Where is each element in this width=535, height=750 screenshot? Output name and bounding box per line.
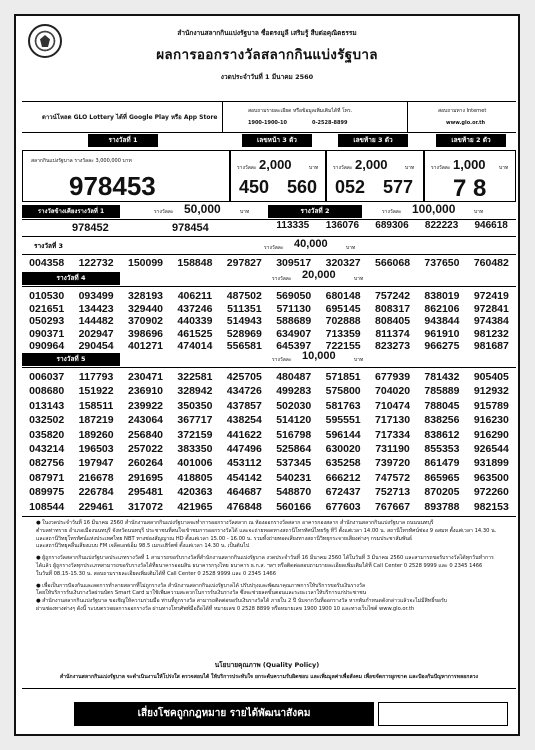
note-line: ● สำนักงานสลากกินแบ่งรัฐบาล ขอเชิญให้ความร่วมมือ ท่านที่ถูกรางวัล สามารถติดต่อขอรับเงินรางวัลได้ ภายใน 2 ปี นับจากวันที่ออกรางวัล หากพ้นกำหนดดังกล่าวแล้วจะไม่มีสิทธิ์ขอรับ: [36, 598, 448, 605]
prize-number: 760482: [473, 257, 509, 269]
phone-2: 0-2528-8899: [312, 120, 348, 126]
prize-number: 672437: [325, 486, 361, 499]
prize-number: 320327: [325, 257, 361, 269]
third-prize-unit: บาท: [346, 245, 356, 251]
prize-number: 677939: [375, 371, 411, 383]
prize-number: 905405: [473, 371, 509, 383]
prize-number: 013143: [29, 399, 65, 412]
prize-number: 961910: [424, 327, 460, 340]
prize-number: 575800: [325, 385, 361, 398]
prize-number: 916290: [473, 428, 509, 441]
prize-number: 566068: [375, 257, 411, 269]
fourth-prize-amount: 20,000: [302, 269, 336, 281]
prize-number: 464687: [226, 486, 262, 499]
front3-amount: 2,000: [259, 157, 292, 172]
number-row: [22, 414, 516, 426]
number-row: [22, 400, 516, 412]
third-prize-amount: 40,000: [294, 238, 328, 250]
number-row: [22, 315, 516, 327]
back2-label: เลขท้าย 2 ตัว: [436, 134, 506, 147]
prize-number: 187219: [78, 414, 114, 427]
back3-number-2: 577: [383, 177, 414, 197]
prize-number: 702888: [325, 315, 361, 328]
prize-number: 731190: [375, 443, 410, 455]
prize-number: 367717: [177, 414, 213, 427]
prize-number: 230471: [127, 371, 164, 383]
prize-number: 350350: [177, 399, 213, 412]
quality-policy-text: สำนักงานสลากกินแบ่งรัฐบาล จะดำเนินงานให้โปร่งใส ตรวจสอบได้ ให้บริการประทับใจ ยกระดับความรับผิดชอบ และเพิ่มมูลค่าเพื่อสังคม เพื่อขจัดการผูกขาด และป้องกันปัญหาการหลอกลวง: [59, 674, 479, 680]
prize-number: 401006: [177, 457, 213, 470]
fifth-prize-amount-label: รางวัลละ: [272, 357, 292, 363]
prize-number: 447496: [226, 443, 262, 455]
prize-number: 090371: [29, 327, 65, 340]
prize-number: 309517: [276, 257, 312, 269]
third-prize-amount-label: รางวัลละ: [264, 245, 284, 251]
prize-number: 328193: [127, 290, 164, 302]
draw-date: งวดประจำวันที่ 1 มีนาคม 2560: [220, 73, 314, 81]
prize-number: 295481: [127, 486, 164, 499]
prize-number: 328942: [177, 385, 213, 398]
quality-policy-heading: นโยบายคุณภาพ (Quality Policy): [214, 661, 320, 669]
second-prize-number: 822223: [424, 220, 459, 231]
prize-number: 943844: [424, 315, 460, 328]
prize-number: 499283: [276, 385, 312, 398]
near-first-unit: บาท: [240, 209, 250, 215]
back2-amount: 1,000: [453, 157, 486, 172]
prize-number: 480487: [276, 371, 312, 383]
near-first-amount-label: รางวัลละ: [154, 209, 174, 215]
prize-number: 406211: [177, 290, 213, 302]
back2-number: 7 8: [453, 175, 487, 202]
prize-number: 008680: [29, 385, 65, 398]
note-line: ● ในงวดประจำวันที่ 16 มีนาคม 2560 สำนักงานสลากกินแบ่งรัฐบาลจะทำการออกรางวัลสลาก ณ ห้องออกรางวัลสลาก อาคารกองสลาก สำนักงานสลากกินแบ่งรัฐบาล ถนนนนทบุรี: [36, 520, 434, 526]
prize-number: 437246: [177, 302, 213, 315]
prize-number: 556581: [226, 340, 262, 353]
prize-number: 981687: [473, 340, 509, 353]
prize-number: 781432: [424, 371, 460, 383]
prize-number: 487502: [226, 290, 262, 302]
internet-label: สอบถามทาง Internet: [438, 108, 487, 114]
second-prize-number: 136076: [325, 220, 360, 231]
prize-number: 963500: [473, 471, 509, 484]
prize-number: 695145: [325, 302, 361, 315]
prize-number: 454142: [226, 471, 262, 484]
prize-number: 158511: [78, 399, 114, 412]
prize-number: 717130: [375, 414, 411, 427]
prize-number: 087971: [29, 471, 65, 484]
page-title: ผลการออกรางวัลสลากกินแบ่งรัฐบาล: [156, 47, 378, 63]
prize-number: 747572: [375, 471, 411, 484]
inquiry-label: สอบถามรายละเอียด หรือข้อมูลเพิ่มเติมได้ที่ โทร.: [248, 108, 353, 114]
prize-number: 329440: [127, 302, 164, 315]
prize-number: 398696: [127, 327, 164, 340]
prize-number: 838019: [424, 290, 460, 302]
prize-number: 239922: [127, 399, 164, 412]
back3-label: เลขท้าย 3 ตัว: [338, 134, 408, 147]
phone-1: 1900-1900-10: [248, 120, 287, 126]
footer-slogan: เสี่ยงโชคถูกกฎหมาย รายได้พัฒนาสังคม: [74, 702, 374, 726]
back2-box: [424, 150, 516, 202]
info-strip: [22, 101, 516, 133]
prize-number: 151922: [78, 385, 114, 398]
prize-number: 722155: [325, 340, 361, 353]
back3-amount-label: รางวัลละ: [333, 165, 353, 171]
prize-number: 291695: [127, 471, 164, 484]
prize-number: 635258: [325, 457, 361, 470]
front3-label: เลขหน้า 3 ตัว: [242, 134, 312, 147]
prize-number: 134423: [78, 302, 114, 315]
prize-number: 972419: [473, 290, 509, 302]
back2-amount-label: รางวัลละ: [431, 165, 451, 171]
prize-number: 855353: [424, 443, 460, 455]
back3-number-1: 052: [335, 177, 366, 197]
near-first-amount: 50,000: [184, 202, 221, 216]
prize-number: 189260: [78, 428, 114, 441]
prize-number: 434726: [226, 385, 262, 398]
note-line: ● ผู้ถูกรางวัลสลากกินแบ่งรัฐบาลประเภทรางวัลที่ 1 สามารถขอรับรางวัลที่สำนักงานสลากกินแบ่งรัฐบาล งวดประจำวันที่ 16 มีนาคม 2560 ได้ในวันที่ 3 มีนาคม 2560 และสามารถขอรับรางวัลได้ทุกวันทำการ: [36, 555, 494, 562]
prize-number: 528969: [226, 327, 262, 340]
prize-number: 811374: [375, 327, 410, 340]
prize-number: 256840: [127, 428, 164, 441]
prize-number: 236910: [127, 385, 164, 398]
note-line: ผ่านช่องทางต่างๆ ดังนี้ ระบบตรวจผลการออกรางวัล ผ่านทางโทรศัพท์มือถือได้ที่ หมายเลข 0 2528 8899 หรือหมายเลข 1900 1900 10 และทางเว็บไซต์ www.glo.or.th: [36, 605, 415, 612]
prize-number: 004358: [29, 257, 65, 269]
prize-number: 666212: [325, 471, 361, 484]
footer-box: [378, 702, 508, 726]
first-prize-amount: สลากกินแบ่งรัฐบาล รางวัลละ 3,000,000 บาท: [31, 158, 132, 164]
prize-number: 401271: [127, 340, 164, 353]
prize-number: 437857: [226, 399, 262, 412]
fourth-prize-unit: บาท: [354, 276, 364, 282]
prize-number: 966275: [424, 340, 460, 353]
prize-number: 474014: [177, 340, 213, 353]
fifth-prize-label: รางวัลที่ 5: [22, 353, 120, 366]
prize-number: 588689: [276, 315, 312, 328]
prize-number: 571130: [276, 302, 311, 315]
prize-number: 317072: [127, 500, 164, 513]
agency-name: สำนักงานสลากกินแบ่งรัฐบาล ซื่อตรงมูลี เสริมรู้ สืบต่อคุณิตธรรม: [177, 29, 357, 37]
near-first-label: รางวัลข้างเคียงรางวัลที่ 1: [22, 205, 120, 218]
note-line: ได้แล้ว ผู้ถูกรางวัลทุกประเภทสามารถขอรับรางวัลได้ที่ธนาคารออมสิน ธนาคารกรุงไทย ธนาคาร ธ.ก.ส. ฯลฯ หรือติดต่อสอบถามรายละเอียดเพิ่มเติมได้ที่ Call Center 0 2528 9999 และ 0 2345 1466: [36, 562, 483, 569]
prize-number: 634907: [276, 327, 312, 340]
prize-number: 196503: [78, 443, 114, 455]
prize-number: 202947: [78, 327, 114, 340]
prize-number: 032502: [29, 414, 65, 427]
prize-number: 569050: [276, 290, 312, 302]
prize-number: 785889: [424, 385, 460, 398]
prize-number: 043214: [29, 443, 65, 455]
prize-number: 595551: [325, 414, 361, 427]
prize-number: 453112: [227, 457, 262, 470]
fifth-prize-amount: 10,000: [302, 350, 336, 362]
prize-number: 229461: [78, 500, 114, 513]
prize-number: 441622: [226, 428, 262, 441]
prize-number: 680148: [325, 290, 361, 302]
second-prize-unit: บาท: [474, 209, 484, 215]
prize-number: 260264: [127, 457, 164, 470]
note-line: โดยให้บริการรับเงินรางวัลผ่านบัตร Smart Card มาใช้เพิ่มความสะดวกในการรับเงินรางวัล ซึ่งจะช่วยลดขั้นตอนและระยะเวลาให้บริการแก่ประชาชน: [36, 590, 367, 597]
prize-number: 117793: [78, 371, 114, 383]
note-line: ในวันที่ 08.15-15.30 น. สอบถามรายละเอียดเพิ่มเติมได้ที่ Call Center 0 2528 9999 และ 0 2345 1466: [36, 570, 276, 577]
prize-number: 540231: [276, 471, 312, 484]
prize-number: 926544: [473, 443, 509, 455]
front3-amount-label: รางวัลละ: [237, 165, 257, 171]
fourth-prize-amount-label: รางวัลละ: [272, 276, 292, 282]
number-row: [22, 501, 516, 513]
prize-number: 290454: [78, 340, 114, 353]
note-line: และสถานีวิทยุโทรทัศน์แห่งประเทศไทย NBT ทางช่องสัญญาณ HD ตั้งแต่เวลา 15.00 - 16.00 น. รวมทั้งถ่ายทอดเสียงทางสถานีวิทยุกระจายเสียงต่างๆ กรมประชาสัมพันธ์: [36, 535, 413, 542]
prize-number: 862106: [424, 302, 460, 315]
prize-number: 425705: [226, 371, 262, 383]
number-row: [22, 385, 516, 397]
prize-number: 677603: [325, 500, 361, 513]
prize-number: 516798: [276, 428, 312, 441]
prize-number: 383350: [177, 443, 213, 455]
prize-number: 021651: [29, 302, 65, 315]
prize-number: 713359: [325, 327, 361, 340]
prize-number: 158848: [177, 257, 213, 269]
third-prize-label: รางวัลที่ 3: [22, 240, 82, 253]
first-prize-box: [22, 150, 230, 202]
number-row: [22, 290, 516, 302]
prize-number: 548870: [276, 486, 312, 499]
second-prize-number: 113335: [276, 220, 310, 231]
prize-number: 974384: [473, 315, 509, 328]
back2-unit: บาท: [499, 165, 509, 171]
second-prize-number: 689306: [375, 220, 409, 231]
prize-number: 297827: [226, 257, 262, 269]
prize-number: 525864: [276, 443, 312, 455]
prize-number: 006037: [29, 371, 65, 383]
number-row: [22, 457, 516, 469]
prize-number: 752713: [375, 486, 411, 499]
prize-number: 122732: [78, 257, 114, 269]
number-row: [22, 486, 516, 498]
note-line: ● เพื่อเป็นการป้องกันและลดการทำลายสลากที่ไม่ถูกรางวัล สำนักงานสลากกินแบ่งรัฐบาลได้ ปรับปรุงและพัฒนาคุณภาพการให้บริการขอรับเงินรางวัล: [36, 582, 366, 589]
prize-number: 981232: [473, 327, 509, 340]
prize-number: 912932: [473, 385, 509, 398]
prize-number: 010530: [29, 290, 65, 302]
prize-number: 144482: [78, 315, 114, 328]
prize-number: 972841: [473, 302, 509, 315]
second-prize-label: รางวัลที่ 2: [268, 205, 362, 218]
prize-number: 808317: [375, 302, 411, 315]
prize-number: 476848: [226, 500, 262, 513]
prize-number: 090964: [29, 340, 65, 353]
prize-number: 093499: [78, 290, 114, 302]
number-row: [22, 328, 516, 340]
front3-number-2: 560: [287, 177, 318, 197]
prize-number: 461525: [177, 327, 213, 340]
second-prize-amount-label: รางวัลละ: [382, 209, 402, 215]
prize-number: 788045: [424, 399, 460, 412]
prize-number: 808405: [375, 315, 411, 328]
prize-number: 372159: [177, 428, 213, 441]
front3-unit: บาท: [309, 165, 319, 171]
prize-number: 322581: [177, 371, 213, 383]
note-line: และสถานีวิทยุคลื่นเสียงแบบ FM เจลีดเอฟเอ็ม 98.5 เมกะเฮิร์ตซ์ ตั้งแต่เวลา 14.30 น. เป็นต้นไป: [36, 543, 250, 550]
download-text: ดาวน์โหลด GLO Lottery ได้ที่ Google Play หรือ App Store: [42, 114, 218, 121]
notes-section: [36, 520, 506, 614]
prize-number: 630020: [325, 443, 361, 455]
prize-number: 420363: [177, 486, 213, 499]
prize-number: 571851: [325, 371, 361, 383]
fifth-prize-unit: บาท: [354, 357, 364, 363]
number-row: [22, 340, 516, 352]
prize-number: 418805: [177, 471, 213, 484]
prize-number: 931899: [473, 457, 509, 470]
prize-number: 257022: [127, 443, 164, 455]
prize-number: 596144: [325, 428, 361, 441]
near-first-number-2: 978454: [172, 222, 209, 234]
number-row: [22, 472, 516, 484]
prize-number: 108544: [29, 500, 65, 513]
prize-number: 915789: [473, 399, 509, 412]
prize-number: 514120: [276, 414, 312, 427]
prize-number: 823273: [375, 340, 411, 353]
prize-number: 511351: [227, 302, 262, 315]
prize-number: 739720: [375, 457, 411, 470]
number-row: [22, 257, 516, 269]
prize-number: 581763: [325, 399, 361, 412]
number-row: [22, 303, 516, 315]
prize-number: 757242: [375, 290, 411, 302]
fourth-prize-label: รางวัลที่ 4: [22, 272, 120, 285]
back3-amount: 2,000: [355, 157, 388, 172]
prize-number: 150099: [127, 257, 164, 269]
prize-number: 717334: [375, 428, 411, 441]
prize-number: 216678: [78, 471, 114, 484]
prize-number: 197947: [78, 457, 114, 470]
prize-number: 838612: [424, 428, 460, 441]
second-prize-numbers: [268, 220, 516, 231]
prize-number: 440339: [177, 315, 213, 328]
prize-number: 560166: [276, 500, 312, 513]
prize-number: 537345: [276, 457, 312, 470]
lottery-result-sheet: [14, 14, 520, 736]
prize-number: 710474: [375, 399, 411, 412]
back3-unit: บาท: [405, 165, 415, 171]
prize-number: 370902: [127, 315, 164, 328]
front3-number-1: 450: [239, 177, 270, 197]
number-row: [22, 443, 516, 455]
second-prize-amount: 100,000: [412, 202, 456, 216]
website-link[interactable]: www.glo.or.th: [446, 120, 486, 126]
prize-number: 645397: [276, 340, 312, 353]
prize-number: 767667: [375, 500, 411, 513]
prize-number: 514943: [226, 315, 262, 328]
number-row: [22, 371, 516, 383]
prize-number: 704020: [375, 385, 411, 398]
first-prize-label: รางวัลที่ 1: [88, 134, 158, 147]
prize-number: 893788: [424, 500, 460, 513]
prize-number: 438254: [226, 414, 262, 427]
prize-number: 982153: [473, 500, 509, 513]
prize-number: 089975: [29, 486, 65, 499]
prize-number: 972260: [473, 486, 509, 499]
prize-number: 421965: [177, 500, 213, 513]
near-first-number-1: 978452: [72, 222, 109, 234]
prize-number: 502030: [276, 399, 312, 412]
back3-box: [326, 150, 424, 202]
prize-number: 861479: [424, 457, 460, 470]
prize-number: 082756: [29, 457, 65, 470]
prize-number: 865965: [424, 471, 460, 484]
prize-number: 243064: [127, 414, 164, 427]
prize-number: 050293: [29, 315, 65, 328]
note-line: ตำบลท่าทราย อำเภอเมืองนนทบุรี จังหวัดนนทบุรี ประชาชนที่สนใจเข้าชมการออกรางวัลได้ และจะถ่ายทอดทางสถานีโทรทัศน์ไทยรัฐ ทีวี ตั้งแต่เวลา 14.00 น. สถานีโทรทัศน์ช่อง 9 อสมท ตั้งแต่เวลา 14.30 น.: [36, 527, 497, 534]
prize-number: 870205: [424, 486, 460, 499]
number-row: [22, 429, 516, 441]
second-prize-number: 946618: [474, 220, 508, 231]
prize-number: 035820: [29, 428, 65, 441]
first-prize-number: 978453: [69, 171, 156, 201]
prize-number: 737650: [424, 257, 460, 269]
prize-number: 838256: [424, 414, 460, 427]
prize-number: 916230: [473, 414, 509, 427]
front3-box: [230, 150, 326, 202]
prize-number: 226784: [78, 486, 114, 499]
